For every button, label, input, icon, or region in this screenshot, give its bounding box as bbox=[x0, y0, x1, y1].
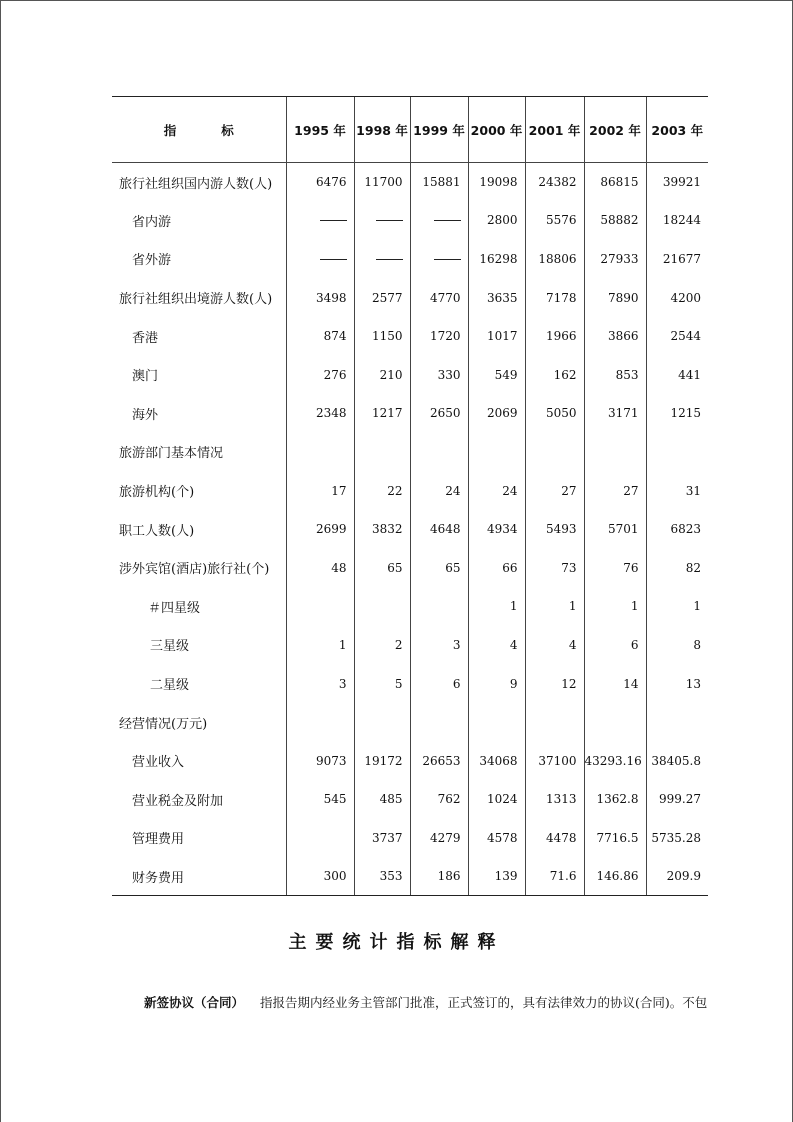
table-cell: 3171 bbox=[584, 394, 646, 433]
table-cell: 762 bbox=[410, 780, 468, 819]
table-cell: 441 bbox=[646, 355, 708, 394]
table-row bbox=[112, 548, 708, 587]
table-cell bbox=[468, 703, 525, 742]
table-cell bbox=[468, 433, 525, 472]
table-cell bbox=[286, 819, 354, 858]
table-cell: 5735.28 bbox=[646, 819, 708, 858]
table-cell: 39921 bbox=[646, 163, 708, 202]
table-cell: 4578 bbox=[468, 819, 525, 858]
table-cell: 3832 bbox=[354, 510, 410, 549]
year-header: 2001 年 bbox=[525, 97, 584, 163]
table-cell: 34068 bbox=[468, 741, 525, 780]
table-cell: 15881 bbox=[410, 163, 468, 202]
dash-placeholder bbox=[320, 220, 347, 221]
tourism-statistics-table bbox=[112, 96, 708, 896]
table-cell: 27933 bbox=[584, 240, 646, 279]
table-cell: 19172 bbox=[354, 741, 410, 780]
table-cell: 7716.5 bbox=[584, 819, 646, 858]
table-cell: 26653 bbox=[410, 741, 468, 780]
year-header: 1998 年 bbox=[354, 97, 410, 163]
year-header: 2002 年 bbox=[584, 97, 646, 163]
year-header: 1995 年 bbox=[286, 97, 354, 163]
table-cell bbox=[584, 433, 646, 472]
table-cell: 16298 bbox=[468, 240, 525, 279]
row-label: ＃四星级 bbox=[148, 600, 201, 616]
table-cell: 4200 bbox=[646, 278, 708, 317]
row-label: 管理费用 bbox=[132, 832, 185, 848]
table-cell: 874 bbox=[286, 317, 354, 356]
table-cell bbox=[525, 703, 584, 742]
table-cell: 58882 bbox=[584, 201, 646, 240]
table-cell: 209.9 bbox=[646, 857, 708, 896]
table-cell: 1313 bbox=[525, 780, 584, 819]
definition-paragraph bbox=[144, 993, 707, 1011]
table-cell: 9 bbox=[468, 664, 525, 703]
dash-placeholder bbox=[434, 220, 461, 221]
table-cell: 7178 bbox=[525, 278, 584, 317]
table-cell: 73 bbox=[525, 548, 584, 587]
table-cell bbox=[410, 587, 468, 626]
table-cell: 2069 bbox=[468, 394, 525, 433]
row-label: 营业收入 bbox=[132, 755, 185, 771]
table-row bbox=[112, 240, 708, 279]
table-cell: 353 bbox=[354, 857, 410, 896]
row-label: 澳门 bbox=[132, 369, 159, 385]
table-cell: 1024 bbox=[468, 780, 525, 819]
table-row bbox=[112, 703, 708, 742]
row-label: 职工人数(人) bbox=[119, 523, 195, 539]
table-cell: 65 bbox=[354, 548, 410, 587]
table-cell: 2 bbox=[354, 626, 410, 665]
table-cell: 5701 bbox=[584, 510, 646, 549]
table-cell: 13 bbox=[646, 664, 708, 703]
table-cell: 1 bbox=[525, 587, 584, 626]
table-cell: 7890 bbox=[584, 278, 646, 317]
dash-placeholder bbox=[434, 259, 461, 260]
table-header-row bbox=[112, 97, 708, 163]
section-title: 主要统计指标解释 bbox=[288, 932, 505, 953]
table-cell: 48 bbox=[286, 548, 354, 587]
table-cell: 24382 bbox=[525, 163, 584, 202]
table-cell: 27 bbox=[525, 471, 584, 510]
table-cell: 76 bbox=[584, 548, 646, 587]
table-cell: 21677 bbox=[646, 240, 708, 279]
table-cell: 86815 bbox=[584, 163, 646, 202]
table-cell: 1150 bbox=[354, 317, 410, 356]
table-cell: 1 bbox=[286, 626, 354, 665]
dash-placeholder bbox=[320, 259, 347, 260]
table-cell bbox=[286, 703, 354, 742]
table-cell: 6476 bbox=[286, 163, 354, 202]
page-top-border bbox=[0, 0, 793, 1]
table-row bbox=[112, 201, 708, 240]
table-cell: 162 bbox=[525, 355, 584, 394]
table-cell: 186 bbox=[410, 857, 468, 896]
table-cell: 18244 bbox=[646, 201, 708, 240]
table-cell: 71.6 bbox=[525, 857, 584, 896]
table-cell bbox=[286, 433, 354, 472]
year-header: 2000 年 bbox=[468, 97, 525, 163]
row-label: 营业税金及附加 bbox=[132, 793, 224, 809]
table-row bbox=[112, 317, 708, 356]
table-cell: 37100 bbox=[525, 741, 584, 780]
table-cell: 9073 bbox=[286, 741, 354, 780]
table-cell bbox=[410, 201, 468, 240]
table-cell: 999.27 bbox=[646, 780, 708, 819]
table-cell: 3 bbox=[410, 626, 468, 665]
table-cell: 6 bbox=[410, 664, 468, 703]
row-label: 财务费用 bbox=[112, 857, 286, 896]
row-label: 香港 bbox=[132, 330, 159, 346]
table-cell bbox=[286, 240, 354, 279]
table-cell bbox=[646, 703, 708, 742]
table-cell: 38405.8 bbox=[646, 741, 708, 780]
table-cell: 2800 bbox=[468, 201, 525, 240]
row-label: 旅行社组织出境游人数(人) bbox=[119, 292, 273, 308]
table-cell: 545 bbox=[286, 780, 354, 819]
row-label: 旅游部门基本情况 bbox=[119, 446, 224, 462]
table-cell: 485 bbox=[354, 780, 410, 819]
table-cell: 2577 bbox=[354, 278, 410, 317]
table-cell: 276 bbox=[286, 355, 354, 394]
table-cell: 1720 bbox=[410, 317, 468, 356]
table-cell bbox=[354, 587, 410, 626]
table-cell: 65 bbox=[410, 548, 468, 587]
table-cell: 4934 bbox=[468, 510, 525, 549]
table-body bbox=[112, 163, 708, 896]
table-cell: 5493 bbox=[525, 510, 584, 549]
dash-placeholder bbox=[376, 259, 403, 260]
table-row bbox=[112, 510, 708, 549]
table-cell: 3 bbox=[286, 664, 354, 703]
row-label: 二星级 bbox=[150, 678, 190, 694]
row-label: 海外 bbox=[132, 407, 159, 423]
definition-text: 指报告期内经业务主管部门批准，正式签订的，具有法律效力的协议(合同)。不包 bbox=[260, 995, 708, 1010]
table-cell bbox=[410, 703, 468, 742]
table-cell bbox=[354, 240, 410, 279]
table-row bbox=[112, 664, 708, 703]
table-cell: 210 bbox=[354, 355, 410, 394]
indicator-header-char: 指 bbox=[163, 122, 177, 138]
table-cell: 17 bbox=[286, 471, 354, 510]
table-cell bbox=[525, 433, 584, 472]
table-cell: 1 bbox=[584, 587, 646, 626]
row-label: 旅行社组织国内游人数(人) bbox=[119, 176, 273, 192]
table-cell bbox=[354, 433, 410, 472]
table-cell: 66 bbox=[468, 548, 525, 587]
table-cell: 1362.8 bbox=[584, 780, 646, 819]
table-cell bbox=[286, 201, 354, 240]
table-row bbox=[112, 780, 708, 819]
table-cell bbox=[410, 240, 468, 279]
table-row bbox=[112, 857, 708, 896]
table-cell: 3737 bbox=[354, 819, 410, 858]
table-row bbox=[112, 626, 708, 665]
row-label: 三星级 bbox=[150, 639, 190, 655]
table-cell: 1017 bbox=[468, 317, 525, 356]
table-cell: 24 bbox=[410, 471, 468, 510]
table-cell: 11700 bbox=[354, 163, 410, 202]
table-cell: 27 bbox=[584, 471, 646, 510]
table-cell bbox=[584, 703, 646, 742]
table-row bbox=[112, 741, 708, 780]
table-cell: 1215 bbox=[646, 394, 708, 433]
definition-term: 新签协议（合同） bbox=[144, 995, 245, 1010]
table-cell: 300 bbox=[286, 857, 354, 896]
row-label: 经营情况(万元) bbox=[119, 716, 208, 732]
table-cell: 330 bbox=[410, 355, 468, 394]
table-cell: 18806 bbox=[525, 240, 584, 279]
table-cell: 146.86 bbox=[584, 857, 646, 896]
table-cell: 2544 bbox=[646, 317, 708, 356]
table-row bbox=[112, 278, 708, 317]
table-cell: 4478 bbox=[525, 819, 584, 858]
year-header: 2003 年 bbox=[646, 97, 708, 163]
table-cell: 4648 bbox=[410, 510, 468, 549]
table-cell: 4770 bbox=[410, 278, 468, 317]
year-header: 1999 年 bbox=[410, 97, 468, 163]
table-cell: 8 bbox=[646, 626, 708, 665]
table-cell: 2650 bbox=[410, 394, 468, 433]
table-cell: 82 bbox=[646, 548, 708, 587]
table-row bbox=[112, 819, 708, 858]
table-row bbox=[112, 587, 708, 626]
table-cell: 1 bbox=[468, 587, 525, 626]
table-row bbox=[112, 355, 708, 394]
table-cell: 549 bbox=[468, 355, 525, 394]
table-cell: 4 bbox=[468, 626, 525, 665]
table-cell: 31 bbox=[646, 471, 708, 510]
table-row bbox=[112, 394, 708, 433]
table-cell: 1966 bbox=[525, 317, 584, 356]
table-cell: 43293.16 bbox=[584, 741, 646, 780]
table-cell bbox=[286, 587, 354, 626]
row-label: 省外游 bbox=[132, 253, 172, 269]
row-label: 涉外宾馆(酒店)旅行社(个) bbox=[119, 562, 270, 578]
table-row bbox=[112, 471, 708, 510]
table-cell: 14 bbox=[584, 664, 646, 703]
table-cell: 1 bbox=[646, 587, 708, 626]
table-cell: 3635 bbox=[468, 278, 525, 317]
table-cell: 139 bbox=[468, 857, 525, 896]
table-cell: 22 bbox=[354, 471, 410, 510]
table-row bbox=[112, 163, 708, 202]
row-label: 旅游机构(个) bbox=[119, 485, 195, 501]
table-cell: 853 bbox=[584, 355, 646, 394]
table-cell: 6 bbox=[584, 626, 646, 665]
table-cell: 3498 bbox=[286, 278, 354, 317]
table-cell: 4279 bbox=[410, 819, 468, 858]
table-cell bbox=[646, 433, 708, 472]
table-cell: 2699 bbox=[286, 510, 354, 549]
table-cell: 5050 bbox=[525, 394, 584, 433]
row-label: 省内游 bbox=[132, 214, 172, 230]
table-cell: 5 bbox=[354, 664, 410, 703]
table-cell: 6823 bbox=[646, 510, 708, 549]
table-cell bbox=[354, 201, 410, 240]
table-cell bbox=[410, 433, 468, 472]
table-cell: 24 bbox=[468, 471, 525, 510]
table-cell: 3866 bbox=[584, 317, 646, 356]
table-cell: 2348 bbox=[286, 394, 354, 433]
table-cell: 5576 bbox=[525, 201, 584, 240]
table-cell: 4 bbox=[525, 626, 584, 665]
table-cell: 19098 bbox=[468, 163, 525, 202]
table-cell: 1217 bbox=[354, 394, 410, 433]
dash-placeholder bbox=[376, 220, 403, 221]
indicator-header-char: 标 bbox=[221, 122, 234, 138]
table-cell bbox=[354, 703, 410, 742]
indicator-header bbox=[112, 97, 286, 163]
table-cell: 12 bbox=[525, 664, 584, 703]
table-row bbox=[112, 433, 708, 472]
